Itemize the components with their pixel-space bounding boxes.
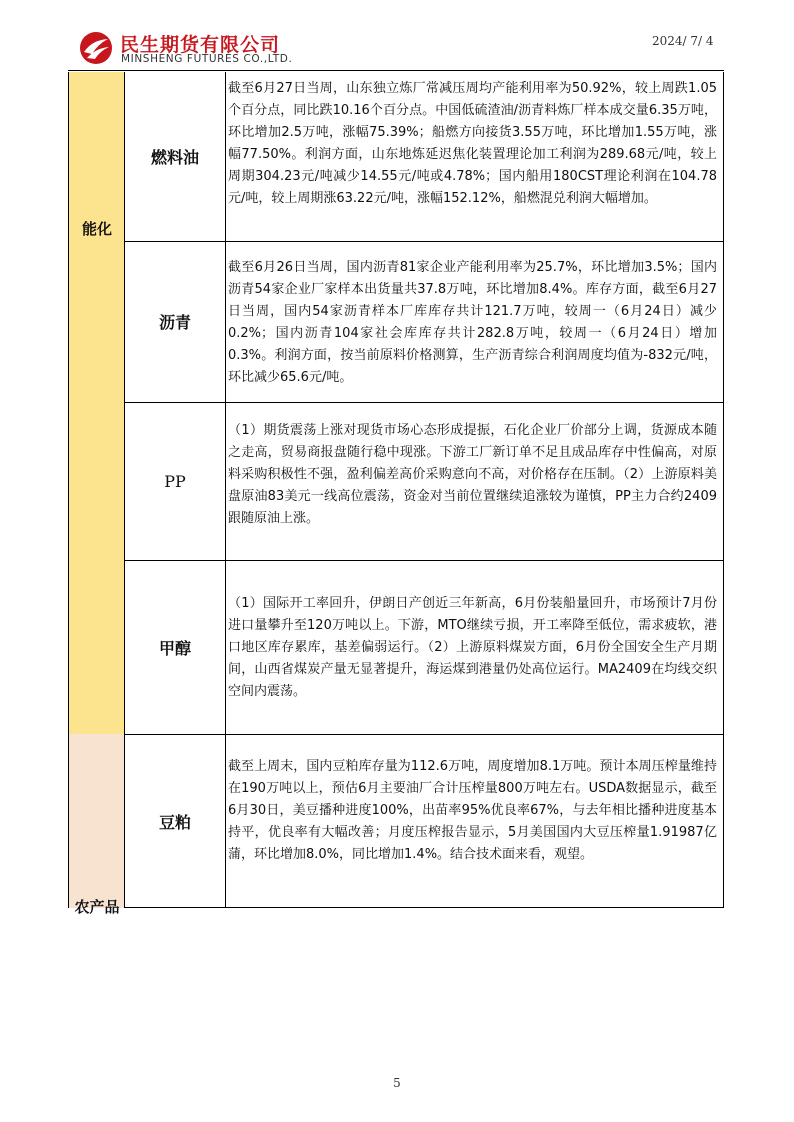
page-number: 5 <box>393 1076 401 1090</box>
product-commentary <box>225 241 724 402</box>
product-commentary <box>225 72 724 241</box>
table-row <box>124 734 724 908</box>
table-row <box>124 560 724 734</box>
page-header <box>0 0 794 72</box>
commentary-text: （1）国际开工率回升，伊朗日产创近三年新高，6月份装船量回升，市场预计7月份进口量攀升至120万吨以上。下游，MTO继续亏损，开工率降至低位，需求疲软，港口地区库存累库，基差偏弱运行。（2）上游原料煤炭方面，6月份全国安全生产月期间，山西省煤炭产量无显著提升，海运煤到港量仍处高位运行。MA2409在均线交织空间内震荡。 <box>228 596 717 699</box>
category-label-energy: 能化 <box>81 220 112 238</box>
company-name-en: MINSHENG FUTURES CO.,LTD. <box>121 53 293 65</box>
company-name-cn: 民生期货有限公司 <box>120 34 281 56</box>
commentary-text: 截至6月27日当周，山东独立炼厂常减压周均产能利用率为50.92%，较上周跌1.05个百分点，同比跌10.16个百分点。中国低硫渣油/沥青料炼厂样本成交量6.35万吨，环比增加2.5万吨，涨幅75.39%；船燃方向接货3.55万吨，环比增加1.55万吨，涨幅77.50%。利润方面，山东地炼延迟焦化装置理论加工利润为289.68元/吨，较上周期304.23元/吨减少14.55元/吨或4.78%；国内船用180CST理论利润在104.78元/吨，较上周期涨63.22元/吨，涨幅152.12%，船燃混兑利润大幅增加。 <box>228 81 717 206</box>
row-divider <box>124 907 724 908</box>
header-rule <box>68 70 724 71</box>
product-name: 燃料油 <box>124 72 226 241</box>
table-row <box>124 72 724 241</box>
product-name: 豆粕 <box>124 734 226 908</box>
product-commentary <box>225 560 724 734</box>
product-name: 沥青 <box>124 241 226 402</box>
commentary-text: 截至上周末，国内豆粕库存量为112.6万吨，周度增加8.1万吨。预计本周压榨量维持在190万吨以上，预估6月主要油厂合计压榨量800万吨左右。USDA数据显示，截至6月30日，美豆播种进度100%，出苗率95%优良率67%，与去年相比播种进度基本持平，优良率有大幅改善；月度压榨报告显示，5月美国国内大豆压榨量1.91987亿蒲，环比增加8.0%，同比增加1.4%。结合技术面来看，观望。 <box>228 759 717 862</box>
product-commentary <box>225 402 724 560</box>
report-date: 2024/ 7/ 4 <box>652 34 714 48</box>
category-agriculture <box>68 734 125 916</box>
commentary-text: （1）期货震荡上涨对现货市场心态形成提振，石化企业厂价部分上调，货源成本随之走高，贸易商报盘随行稳中现涨。下游工厂新订单不足且成品库存中性偏高，对原料采购积极性不强，盈利偏差高价采购意向不高，对价格存在压制。（2）上游原料美盘原油83美元一线高位震荡，资金对当前位置继续追涨较为谨慎，PP主力合约2409跟随原油上涨。 <box>228 423 717 526</box>
table-row <box>124 241 724 402</box>
product-name: PP <box>124 402 226 560</box>
commentary-text: 截至6月26日当周，国内沥青81家企业产能利用率为25.7%，环比增加3.5%；国内沥青54家企业厂家样本出货量共37.8万吨，环比增加8.4%。库存方面，截至6月27日当周，国内54家沥青样本厂库库存共计121.7万吨，较周一（6月24日）减少0.2%；国内沥青104家社会库库存共计282.8万吨，较周一（6月24日）增加0.3%。利润方面，按当前原料价格测算，生产沥青综合利润周度均值为-832元/吨，环比减少65.6元/吨。 <box>228 260 717 385</box>
table-row <box>124 402 724 560</box>
category-label-agriculture: 农产品 <box>74 898 120 916</box>
commodity-table <box>68 72 724 916</box>
product-commentary <box>225 734 724 908</box>
product-name: 甲醇 <box>124 560 226 734</box>
category-energy <box>68 72 125 734</box>
minsheng-logo-icon <box>78 30 114 66</box>
